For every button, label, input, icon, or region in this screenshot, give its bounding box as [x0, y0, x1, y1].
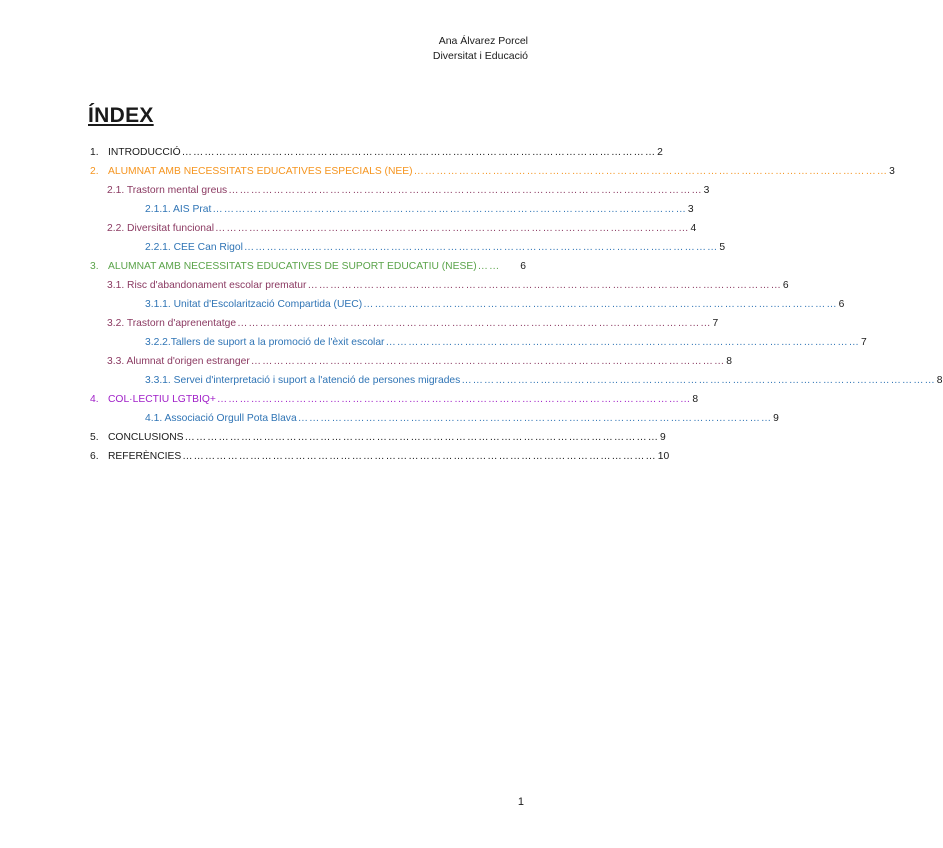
- toc-entry-referencies[interactable]: [90, 451, 670, 467]
- toc-label: REFERÈNCIES: [108, 451, 182, 462]
- toc-number: 2.: [90, 166, 99, 177]
- toc-label: 3.1.1. Unitat d'Escolarització Compartida (UEC): [145, 299, 363, 310]
- toc-entry-nee[interactable]: [90, 166, 895, 182]
- toc-page-number: 6: [838, 299, 845, 310]
- toc-page-number: 9: [660, 432, 666, 443]
- toc-entry-risc-abandonament[interactable]: [107, 280, 789, 296]
- toc-entry-origen-estranger[interactable]: [107, 356, 732, 372]
- toc-entry-introduccio[interactable]: [90, 147, 663, 163]
- toc-page-number: 4: [690, 223, 697, 234]
- toc-label: 2.1. Trastorn mental greus: [107, 185, 228, 196]
- toc-page-number: 6: [520, 261, 526, 272]
- toc-label: 3.2.2.Tallers de suport a la promoció de l'èxit escolar: [145, 337, 385, 348]
- toc-entry-trastorn-aprenentatge[interactable]: [107, 318, 719, 334]
- toc-label: 3.1. Risc d'abandonament escolar prematur: [107, 280, 307, 291]
- toc-leader-dots: ………………………………………………………………………………………………………………: [228, 185, 703, 196]
- toc-label: 3.3. Alumnat d'origen estranger: [107, 356, 250, 367]
- toc-page-number: 5: [719, 242, 726, 253]
- toc-page-number: 8: [726, 356, 732, 367]
- toc-page-number: 10: [657, 451, 670, 462]
- toc-entry-trastorn-mental[interactable]: [107, 185, 710, 201]
- toc-label: 2.2.1. CEE Can Rigol: [145, 242, 243, 253]
- toc-label: 2.2. Diversitat funcional: [107, 223, 215, 234]
- toc-label: INTRODUCCIÓ: [108, 147, 181, 158]
- toc-entry-diversitat-funcional[interactable]: [107, 223, 697, 239]
- toc-leader-dots: ………………………………………………………………………………………………………………: [363, 299, 838, 310]
- toc-entry-uec[interactable]: [145, 299, 845, 315]
- toc-number: 1.: [90, 147, 99, 158]
- toc-page-number: 7: [860, 337, 867, 348]
- toc-label: COL·LECTIU LGTBIQ+: [108, 394, 216, 405]
- page-title: ÍNDEX: [88, 104, 154, 127]
- toc-leader-dots: ……: [477, 261, 501, 272]
- header-subject: Diversitat i Educació: [432, 50, 528, 62]
- toc-page-number: 3: [687, 204, 694, 215]
- toc-label: ALUMNAT AMB NECESSITATS EDUCATIVES DE SUPORT EDUCATIU (NESE): [108, 261, 477, 272]
- toc-page-number: 8: [692, 394, 699, 405]
- toc-page-number: 3: [889, 166, 895, 177]
- toc-page-number: 9: [773, 413, 779, 424]
- toc-entry-tallers-suport[interactable]: [145, 337, 867, 353]
- toc-leader-dots: ………………………………………………………………………………………………………………: [182, 451, 657, 462]
- toc-leader-dots: ………………………………………………………………………………………………………………: [243, 242, 719, 253]
- toc-leader-dots: ………………………………………………………………………………………………………………: [250, 356, 726, 367]
- toc-entry-lgtbiq[interactable]: [90, 394, 699, 410]
- toc-leader-dots: ………………………………………………………………………………………………………………: [215, 223, 690, 234]
- toc-label: 2.1.1. AIS Prat: [145, 204, 212, 215]
- toc-entry-servei-interpretacio[interactable]: [145, 375, 943, 391]
- toc-entry-orgull-pota-blava[interactable]: [145, 413, 779, 429]
- toc-leader-dots: ………………………………………………………………………………………………………………: [237, 318, 712, 329]
- toc-number: 3.: [90, 261, 99, 272]
- toc-leader-dots: ………………………………………………………………………………………………………………: [181, 147, 657, 158]
- toc-label: 4.1. Associació Orgull Pota Blava: [145, 413, 297, 424]
- toc-entry-ais-prat[interactable]: [145, 204, 694, 220]
- toc-leader-dots: ………………………………………………………………………………………………………………: [461, 375, 936, 386]
- toc-leader-dots: ………………………………………………………………………………………………………………: [297, 413, 773, 424]
- toc-number: 5.: [90, 432, 99, 443]
- toc-entry-cee-can-rigol[interactable]: [145, 242, 726, 258]
- page-number: 1: [517, 796, 524, 808]
- header-author: Ana Álvarez Porcel: [438, 35, 528, 47]
- toc-label: CONCLUSIONS: [108, 432, 184, 443]
- toc-page-number: 2: [657, 147, 663, 158]
- toc-leader-dots: ………………………………………………………………………………………………………………: [212, 204, 687, 215]
- toc-page-number: 3: [703, 185, 710, 196]
- toc-number: 6.: [90, 451, 99, 462]
- toc-page-number: 6: [782, 280, 789, 291]
- page-header: [433, 34, 528, 64]
- toc-number: 4.: [90, 394, 99, 405]
- toc-entry-nese[interactable]: [90, 261, 526, 277]
- toc-leader-dots: ………………………………………………………………………………………………………………: [216, 394, 692, 405]
- toc-label: 3.2. Trastorn d'aprenentatge: [107, 318, 237, 329]
- toc-page-number: 8: [936, 375, 943, 386]
- toc-leader-dots: ………………………………………………………………………………………………………………: [385, 337, 860, 348]
- toc-entry-conclusions[interactable]: [90, 432, 666, 448]
- toc-leader-dots: ………………………………………………………………………………………………………………: [307, 280, 782, 291]
- toc-label: ALUMNAT AMB NECESSITATS EDUCATIVES ESPECIALS (NEE): [108, 166, 413, 177]
- toc-label: 3.3.1. Servei d'interpretació i suport a l'atenció de persones migrades: [145, 375, 461, 386]
- toc-leader-dots: ………………………………………………………………………………………………………………: [413, 166, 889, 177]
- toc-page-number: 7: [712, 318, 719, 329]
- toc-leader-dots: ………………………………………………………………………………………………………………: [184, 432, 659, 443]
